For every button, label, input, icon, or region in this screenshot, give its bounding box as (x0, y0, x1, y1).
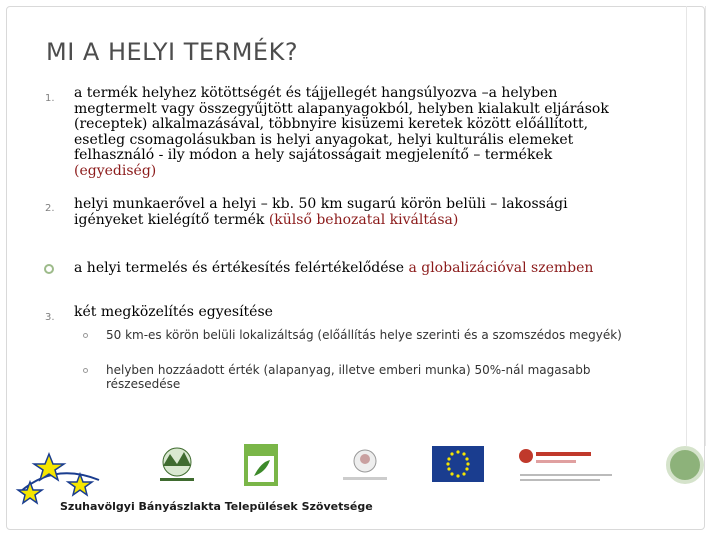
item-number: 3. (45, 312, 55, 323)
item-text-main: a helyi termelés és értékesítés felértékelődése (74, 260, 409, 276)
item-number: 2. (45, 203, 55, 214)
organization-name: Szuhavölgyi Bányászlakta Települések Szövetsége (60, 500, 373, 513)
item-text (74, 86, 634, 180)
item-text-highlight: (külső behozatal kiváltása) (268, 211, 459, 228)
new-hungary-logo (516, 446, 616, 488)
decorative-circle (666, 446, 704, 484)
item-number: 1. (45, 93, 55, 104)
sub-item-text: helyben hozzáadott érték (alapanyag, illetve emberi munka) 50%-nál magasabb részesedése (106, 363, 591, 391)
item-text-highlight: (egyediség) (74, 162, 157, 179)
item-text-highlight: a globalizációval szemben (408, 260, 594, 276)
item-text (74, 197, 634, 228)
eu-flag-icon (432, 446, 484, 482)
ring-bullet-icon (44, 264, 54, 274)
sub-item-text: 50 km-es körön belüli lokalizáltság (előállítás helye szerinti és a szomszédos megyék) (106, 328, 622, 342)
item-text-main: a termék helyhez kötöttségét és tájjellegét hangsúlyozva –a helyben megtermelt vagy összegyűjtött alapanyagokból, helyben kialakult eljárások (receptek) alkalmazásával, többnyire kisüzemi keretek között előállított, esetleg csomagolásukban is helyi anyagokat, helyi kulturális elemeket felhasználó - ily módon a hely sajátosságait megjelenítő – termékek (74, 85, 609, 164)
local-partnership-logo (152, 444, 202, 484)
item-text-main: helyi munkaerővel a helyi – kb. 50 km sugarú körön belüli – lakossági igényeket kielégítő termék (74, 196, 568, 228)
darany-ignac-logo (340, 446, 390, 484)
item-text (74, 261, 654, 277)
sub-bullet-icon (83, 333, 88, 338)
sub-bullet-icon (83, 368, 88, 373)
decorative-rail (686, 6, 706, 446)
item-text-main: két megközelítés egyesítése (74, 304, 273, 320)
item-text (74, 305, 634, 321)
slide-title: MI A HELYI TERMÉK? (46, 38, 299, 66)
leader-logo (244, 444, 278, 486)
